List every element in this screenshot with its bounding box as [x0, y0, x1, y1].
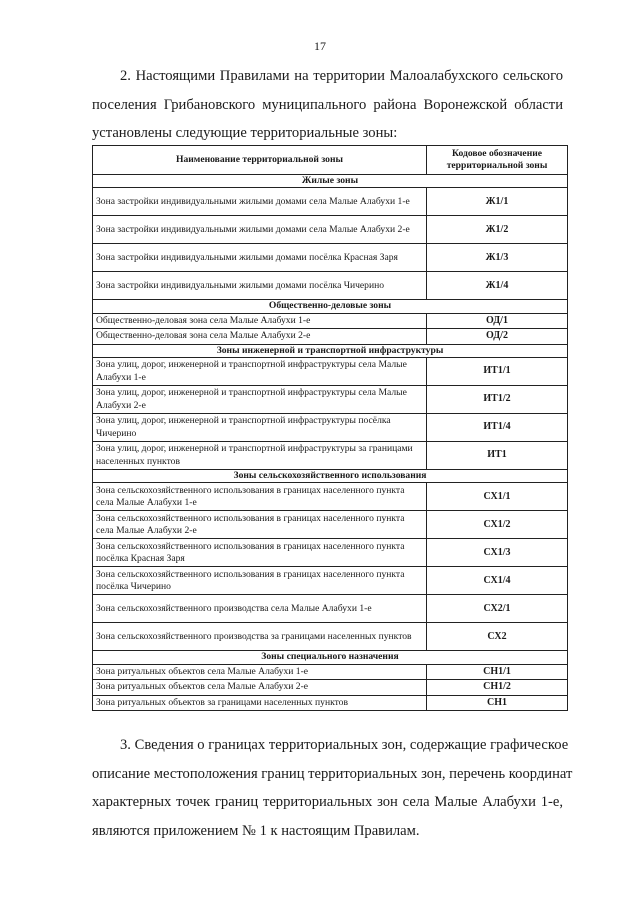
zone-code: СХ1/2: [427, 511, 568, 539]
table-row: [93, 695, 568, 710]
paragraph-2-line: установлены следующие территориальные зоны:: [92, 125, 398, 142]
zone-name: Зона сельскохозяйственного использования в границах населенного пункта посёлка Чичерино: [93, 567, 427, 595]
zone-code: ИТ1/4: [427, 414, 568, 442]
zone-name: Зона сельскохозяйственного производства села Малые Алабухи 1-е: [93, 595, 427, 623]
zone-name: Зона улиц, дорог, инженерной и транспортной инфраструктуры села Малые Алабухи 2-е: [93, 386, 427, 414]
zone-code: СХ2/1: [427, 595, 568, 623]
zone-code: ИТ1/1: [427, 358, 568, 386]
zone-code: СХ1/1: [427, 483, 568, 511]
table-row: [93, 358, 568, 386]
table-row: [93, 595, 568, 623]
table-row: [93, 414, 568, 442]
zone-name: Зона улиц, дорог, инженерной и транспортной инфраструктуры за границами населенных пунктов: [93, 442, 427, 470]
table-row: [93, 313, 568, 328]
zone-code: СХ2: [427, 623, 568, 651]
table-row: [93, 680, 568, 695]
table-row: [93, 664, 568, 679]
zone-code: ОД/1: [427, 313, 568, 328]
zone-name: Зона сельскохозяйственного использования в границах населенного пункта посёлка Красная Заря: [93, 539, 427, 567]
zone-code: СН1/1: [427, 664, 568, 679]
group-title: Жилые зоны: [93, 175, 568, 188]
zone-code: СН1/2: [427, 680, 568, 695]
zone-code: СХ1/3: [427, 539, 568, 567]
zone-name: Зона застройки индивидуальными жилыми домами посёлка Красная Заря: [93, 244, 427, 272]
table-header-row: [93, 146, 568, 175]
page-number: 17: [314, 39, 326, 53]
paragraph-3-line: описание местоположения границ территориальных зон, перечень координат: [92, 765, 573, 782]
paragraph-2-line: поселения Грибановского муниципального района Воронежской области: [92, 96, 563, 113]
paragraph-3-line: являются приложением № 1 к настоящим Правилам.: [92, 822, 420, 839]
zone-name: Общественно-деловая зона села Малые Алабухи 2-е: [93, 329, 427, 344]
table-row: [93, 623, 568, 651]
table-row: [93, 216, 568, 244]
group-row-public-business: [93, 300, 568, 313]
zone-name: Зона ритуальных объектов села Малые Алабухи 1-е: [93, 664, 427, 679]
paragraph-3-line: 3. Сведения о границах территориальных зон, содержащие графическое: [120, 737, 569, 753]
zone-name: Зона сельскохозяйственного производства за границами населенных пунктов: [93, 623, 427, 651]
table-row: [93, 567, 568, 595]
group-row-special-purpose: [93, 651, 568, 664]
group-row-agricultural: [93, 470, 568, 483]
territorial-zones-table: [92, 145, 568, 711]
table-row: [93, 188, 568, 216]
header-zone-name: Наименование территориальной зоны: [93, 146, 427, 175]
zone-code: Ж1/1: [427, 188, 568, 216]
zone-name: Зона улиц, дорог, инженерной и транспортной инфраструктуры посёлка Чичерино: [93, 414, 427, 442]
zone-name: Зона сельскохозяйственного использования в границах населенного пункта села Малые Алабухи 1-е: [93, 483, 427, 511]
zone-name: Зона ритуальных объектов за границами населенных пунктов: [93, 695, 427, 710]
group-row-residential: [93, 175, 568, 188]
zone-code: Ж1/4: [427, 272, 568, 300]
paragraph-3-line: характерных точек границ территориальных зон села Малые Алабухи 1-е,: [92, 794, 563, 811]
group-row-infrastructure: [93, 344, 568, 357]
zone-name: Зона улиц, дорог, инженерной и транспортной инфраструктуры села Малые Алабухи 1-е: [93, 358, 427, 386]
group-title: Общественно-деловые зоны: [93, 300, 568, 313]
zone-name: Зона сельскохозяйственного использования в границах населенного пункта села Малые Алабухи 2-е: [93, 511, 427, 539]
table-row: [93, 442, 568, 470]
group-title: Зоны сельскохозяйственного использования: [93, 470, 568, 483]
zone-name: Зона застройки индивидуальными жилыми домами села Малые Алабухи 1-е: [93, 188, 427, 216]
zone-name: Общественно-деловая зона села Малые Алабухи 1-е: [93, 313, 427, 328]
table-row: [93, 386, 568, 414]
table-row: [93, 272, 568, 300]
zone-code: ИТ1/2: [427, 386, 568, 414]
header-zone-code: Кодовое обозначение территориальной зоны: [427, 146, 568, 175]
table-row: [93, 483, 568, 511]
zone-name: Зона застройки индивидуальными жилыми домами села Малые Алабухи 2-е: [93, 216, 427, 244]
group-title: Зоны специального назначения: [93, 651, 568, 664]
zone-code: ИТ1: [427, 442, 568, 470]
table-row: [93, 511, 568, 539]
zone-code: Ж1/3: [427, 244, 568, 272]
zone-code: Ж1/2: [427, 216, 568, 244]
paragraph-3: [92, 731, 573, 845]
zone-code: СН1: [427, 695, 568, 710]
group-title: Зоны инженерной и транспортной инфраструктуры: [93, 344, 568, 357]
zone-code: ОД/2: [427, 329, 568, 344]
zone-code: СХ1/4: [427, 567, 568, 595]
table-row: [93, 539, 568, 567]
table-row: [93, 329, 568, 344]
zone-name: Зона ритуальных объектов села Малые Алабухи 2-е: [93, 680, 427, 695]
paragraph-2: [92, 62, 563, 148]
paragraph-2-line: 2. Настоящими Правилами на территории Малоалабухского сельского: [120, 68, 563, 84]
zone-name: Зона застройки индивидуальными жилыми домами посёлка Чичерино: [93, 272, 427, 300]
table-row: [93, 244, 568, 272]
